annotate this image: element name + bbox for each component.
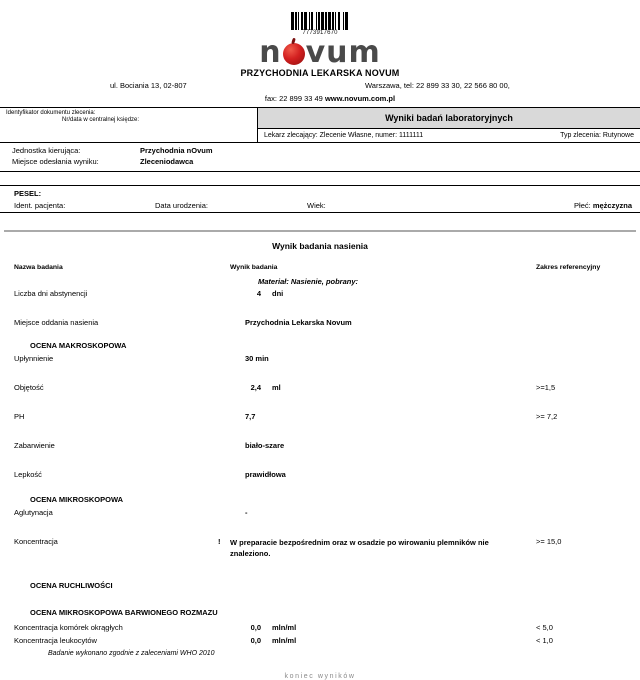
unit-section <box>0 143 640 172</box>
table-row <box>0 470 640 481</box>
row-reference: >= 15,0 <box>536 537 562 546</box>
results-section-header-label: OCENA MIKROSKOPOWA <box>30 495 124 504</box>
barcode-block <box>0 0 640 36</box>
referring-unit-label: Jednostka kierująca: <box>12 146 81 155</box>
results-section-header <box>0 608 640 620</box>
results-column-headers <box>0 264 640 275</box>
row-unit: ml <box>272 383 281 392</box>
row-unit: dni <box>272 289 284 298</box>
row-value: 7,7 <box>245 412 256 421</box>
referring-unit-value: Przychodnia nOvum <box>140 146 213 155</box>
table-row <box>0 318 640 329</box>
destination-row <box>0 157 640 168</box>
who-note <box>0 650 640 662</box>
row-value: - <box>245 508 248 517</box>
row-value: 0,0 <box>250 623 261 632</box>
pesel-label: PESEL: <box>14 189 42 198</box>
central-book-label: Nr/data w centralnej księdze: <box>62 117 140 123</box>
logo-text-pre: n <box>259 35 282 70</box>
logo-text-post: vum <box>305 35 381 70</box>
document-id-label: Identyfikator dokumentu zlecenia: <box>6 110 96 116</box>
row-unit: mln/ml <box>272 636 297 645</box>
destination-label: Miejsce odesłania wyniku: <box>12 157 99 166</box>
patient-section <box>0 185 640 213</box>
results-section-header-label: OCENA MIKROSKOPOWA BARWIONEGO ROZMAZU <box>30 608 218 617</box>
row-unit: mln/ml <box>272 623 297 632</box>
logo-block <box>0 35 640 78</box>
row-value: W preparacie bezpośrednim oraz w osadzie po wirowaniu plemników nie znaleziono. <box>230 538 489 558</box>
results-section-header <box>0 581 640 593</box>
contact-website: www.novum.com.pl <box>324 94 396 103</box>
table-row <box>0 636 640 647</box>
row-value: prawidłowa <box>245 470 286 479</box>
row-value: 0,0 <box>250 636 261 645</box>
contact-city-phone: Warszawa, tel: 22 899 33 30, 22 566 80 00, <box>365 81 510 90</box>
row-name: Koncentracja <box>14 537 58 546</box>
patient-dob-label: Data urodzenia: <box>155 201 208 210</box>
patient-sex <box>574 201 632 210</box>
patient-age-label: Wiek: <box>307 201 326 210</box>
column-header-name: Nazwa badania <box>14 264 63 271</box>
clinic-name: PRZYCHODNIA LEKARSKA NOVUM <box>240 68 400 78</box>
contact-row <box>0 81 640 93</box>
identification-right <box>258 108 640 142</box>
row-value: 4 <box>256 289 261 298</box>
results-rows <box>0 289 640 647</box>
material-value: Materiał: Nasienie, pobrany: <box>258 277 359 286</box>
row-name: PH <box>14 412 25 421</box>
results-section-header-label: OCENA MAKROSKOPOWA <box>30 341 127 350</box>
row-name: Zabarwienie <box>14 441 55 450</box>
barcode-number: 7773917670 <box>302 30 338 36</box>
doctor-band <box>258 129 640 143</box>
patient-ident-label: Ident. pacjenta: <box>14 201 66 210</box>
destination-value: Zleceniodawca <box>140 157 194 166</box>
row-value: Przychodnia Lekarska Novum <box>245 318 352 327</box>
table-row <box>0 441 640 452</box>
ordering-doctor: Lekarz zlecający: Zlecenie Własne, numer: 1111111 <box>264 132 424 139</box>
column-header-result: Wynik badania <box>230 264 278 271</box>
row-value: 2,4 <box>250 383 261 392</box>
row-reference: < 5,0 <box>536 623 553 632</box>
row-reference: >=1,5 <box>536 383 556 392</box>
table-row <box>0 383 640 394</box>
table-row <box>0 508 640 519</box>
results-divider <box>4 230 636 232</box>
table-row <box>0 289 640 300</box>
patient-sex-label: Płeć: <box>574 201 593 210</box>
table-row <box>0 412 640 423</box>
material-line <box>0 277 640 289</box>
results-title: Wynik badania nasienia <box>272 241 368 251</box>
contact-fax-row <box>0 94 640 103</box>
row-name: Miejsce oddania nasienia <box>14 318 99 327</box>
identification-left <box>0 108 258 142</box>
table-row <box>0 354 640 365</box>
results-section-header-label: OCENA RUCHLIWOŚCI <box>30 581 113 590</box>
row-name: Lepkość <box>14 470 42 479</box>
patient-sex-value: mężczyzna <box>592 201 632 210</box>
row-name: Koncentracja komórek okrągłych <box>14 623 123 632</box>
who-note-text: Badanie wykonano zgodnie z zaleceniami WHO 2010 <box>48 650 215 657</box>
referring-unit-row <box>0 146 640 157</box>
row-value: biało-szare <box>245 441 285 450</box>
logo-sphere-icon <box>283 43 305 65</box>
row-flag: ! <box>218 537 221 546</box>
barcode-image <box>291 12 349 30</box>
row-reference: < 1,0 <box>536 636 553 645</box>
column-header-reference: Zakres referencyjny <box>536 264 601 271</box>
contact-street: ul. Bociania 13, 02-807 <box>110 81 187 90</box>
row-name: Upłynnienie <box>14 354 54 363</box>
results-section-header <box>0 495 640 507</box>
contact-fax: fax: 22 899 33 49 <box>264 94 325 103</box>
identification-box <box>0 107 640 143</box>
results-section-header <box>0 341 640 353</box>
novum-logo <box>259 35 381 70</box>
row-name: Aglutynacja <box>14 508 53 517</box>
row-reference: >= 7,2 <box>536 412 558 421</box>
row-name: Liczba dni abstynencji <box>14 289 88 298</box>
order-type: Typ zlecenia: Rutynowe <box>560 132 634 139</box>
patient-details-row <box>0 201 640 212</box>
table-row <box>0 537 640 559</box>
report-title: Wyniki badań laboratoryjnych <box>258 108 640 129</box>
row-name: Koncentracja leukocytów <box>14 636 97 645</box>
row-value: 30 min <box>245 354 269 363</box>
row-name: Objętość <box>14 383 44 392</box>
results-section <box>0 230 640 680</box>
end-of-results-note: koniec wyników <box>284 673 356 680</box>
